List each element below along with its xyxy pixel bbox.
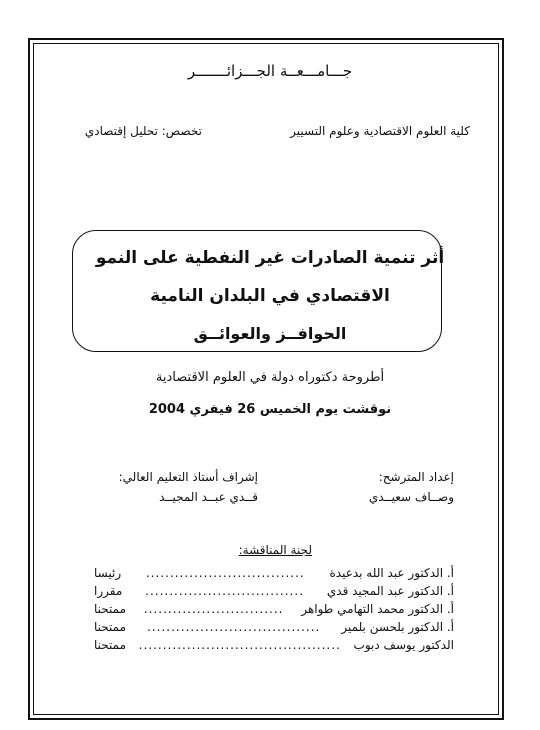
supervisor-label: إشراف أستاذ التعليم العالي:: [118, 470, 258, 484]
committee-member: [94, 638, 454, 652]
committee-member: [94, 602, 454, 616]
university-name: جـــامـــعــة الجـــزائـــــــر: [187, 62, 353, 80]
member-name: أ. الدكتور عبد الله بدعيدة: [329, 566, 454, 580]
specialty: تخصص: تحليل إقتصادي: [84, 124, 202, 138]
title-line-1: أثر تنمية الصادرات غير النفطية على النمو: [95, 248, 445, 268]
committee-member: [94, 620, 454, 634]
candidate-name: وصــاف سعيــدي: [368, 490, 454, 504]
member-role: ممتحنا: [94, 638, 127, 652]
member-dots: ..........................................: [138, 638, 341, 652]
thesis-type: أطروحة دكتوراه دولة في العلوم الاقتصادية: [155, 370, 385, 385]
member-dots: .................................: [145, 584, 305, 598]
supervisor-name: قــدي عبــد المجيــد: [159, 490, 258, 504]
member-dots: .............................: [143, 602, 284, 616]
defense-date: نوقشت يوم الخميس 26 فيفري 2004: [148, 402, 392, 417]
committee-title: لجنة المناقشة:: [238, 543, 312, 557]
committee-member: [94, 566, 454, 580]
member-role: رئيسا: [94, 566, 122, 580]
candidate-label: إعداد المترشح:: [378, 470, 454, 484]
member-dots: .................................: [145, 566, 305, 580]
member-role: مقررا: [94, 584, 123, 598]
member-name: أ. الدكتور عبد المجيد قدي: [326, 584, 454, 598]
member-dots: ....................................: [147, 620, 321, 634]
member-name: أ. الدكتور بلحسن بلمير: [341, 620, 454, 634]
member-role: ممتحنا: [94, 620, 127, 634]
title-line-3: الحوافــز والعوائــق: [193, 324, 347, 343]
member-name: أ. الدكتور محمد التهامي طواهر: [301, 602, 454, 616]
title-line-2: الاقتصادي في البلدان النامية: [150, 286, 390, 306]
member-role: ممتحنا: [94, 602, 127, 616]
faculty-name: كلية العلوم الاقتصادية وعلوم التسيير: [290, 124, 470, 138]
committee-member: [94, 584, 454, 598]
member-name: الدكتور يوسف دبوب: [353, 638, 454, 652]
